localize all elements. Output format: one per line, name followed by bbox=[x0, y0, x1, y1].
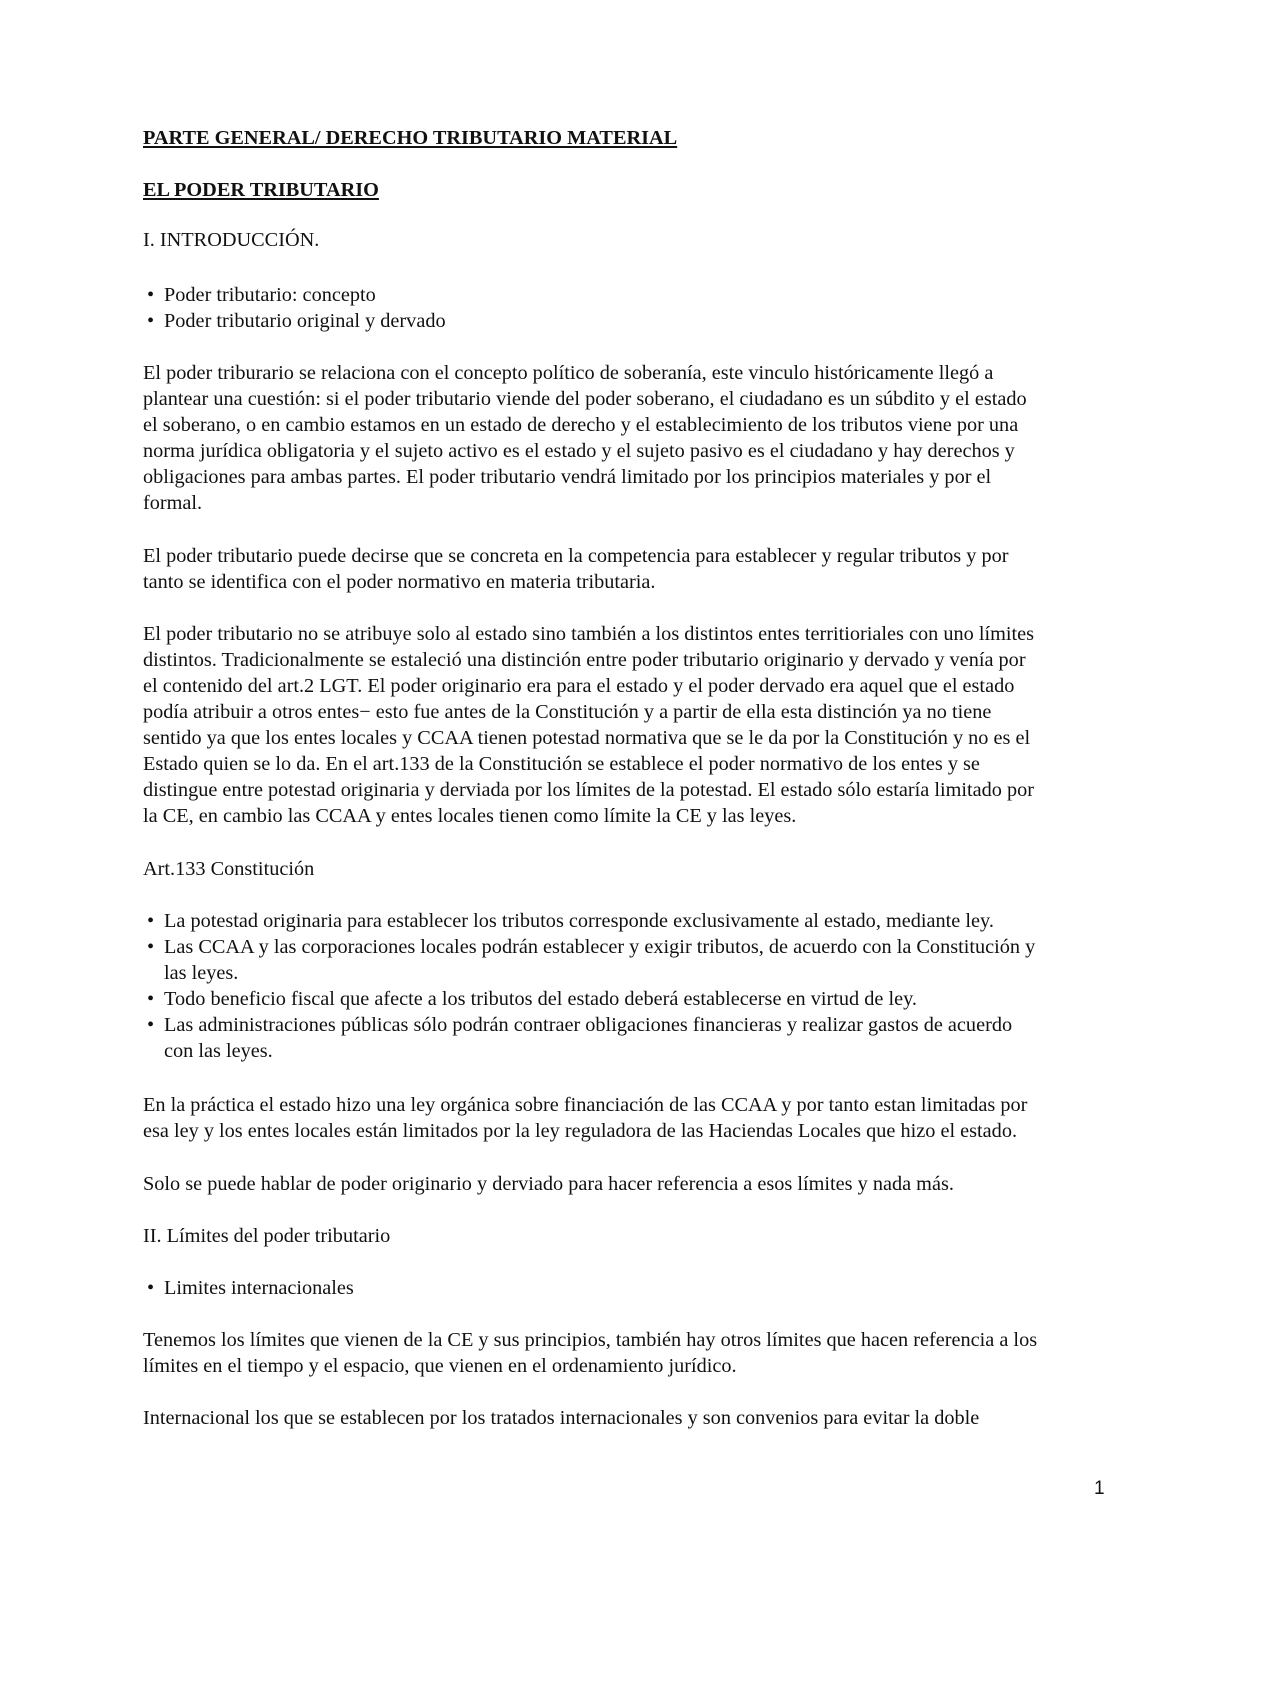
text-line: El poder tributario no se atribuye solo al estado sino también a los distintos entes territioriales con uno límites bbox=[143, 623, 1035, 645]
text-line: plantear una cuestión: si el poder tributario viende del poder soberano, el ciudadano es un súbdito y el estado bbox=[143, 388, 1027, 410]
text-line: podía atribuir a otros entes− esto fue antes de la Constitución y a partir de ella esta distinción ya no tiene bbox=[143, 701, 992, 723]
text-line: El poder tributario puede decirse que se concreta en la competencia para establecer y regular tributos y por bbox=[143, 545, 1009, 567]
section-heading-introduccion: I. INTRODUCCIÓN. bbox=[143, 229, 320, 251]
bullet-icon: • bbox=[147, 936, 155, 958]
bullet-icon: • bbox=[147, 910, 155, 932]
bullet-icon: • bbox=[147, 1277, 155, 1299]
paragraph-5: Solo se puede hablar de poder originario y derviado para hacer referencia a esos límites y nada más. bbox=[143, 1173, 954, 1195]
paragraph-4 bbox=[143, 1092, 1123, 1144]
bullet-list-art-133 bbox=[147, 908, 1127, 1064]
text-line: esa ley y los entes locales están limitados por la ley reguladora de las Haciendas Locales que hizo el estado. bbox=[143, 1120, 1018, 1142]
text-line: Tenemos los límites que vienen de la CE y sus principios, también hay otros límites que hacen referencia a los bbox=[143, 1329, 1038, 1351]
list-item-text: Las administraciones públicas sólo podrán contraer obligaciones financieras y realizar gastos de acuerdo bbox=[164, 1014, 1013, 1036]
list-item-text: Poder tributario original y dervado bbox=[164, 310, 446, 332]
text-line: obligaciones para ambas partes. El poder tributario vendrá limitado por los principios materiales y por el bbox=[143, 466, 992, 488]
list-item-text: La potestad originaria para establecer los tributos corresponde exclusivamente al estado, mediante ley. bbox=[164, 910, 994, 932]
text-line: límites en el tiempo y el espacio, que vienen en el ordenamiento jurídico. bbox=[143, 1355, 737, 1377]
text-line: En la práctica el estado hizo una ley orgánica sobre financiación de las CCAA y por tanto estan limitadas por bbox=[143, 1094, 1028, 1116]
list-item-text: Poder tributario: concepto bbox=[164, 284, 376, 306]
bullet-icon: • bbox=[147, 284, 155, 306]
text-line: distingue entre potestad originaria y derviada por los límites de la potestad. El estado sólo estaría limitado por bbox=[143, 779, 1035, 801]
text-line: la CE, en cambio las CCAA y entes locales tienen como límite la CE y las leyes. bbox=[143, 805, 797, 827]
list-item-text: Todo beneficio fiscal que afecte a los tributos del estado deberá establecerse en virtud de ley. bbox=[164, 988, 917, 1010]
art-133-heading: Art.133 Constitución bbox=[143, 858, 315, 880]
text-line: El poder triburario se relaciona con el concepto político de soberanía, este vinculo históricamente llegó a bbox=[143, 362, 994, 384]
paragraph-7: Internacional los que se establecen por los tratados internacionales y son convenios para evitar la doble bbox=[143, 1407, 980, 1429]
bullet-list-intro bbox=[147, 282, 1127, 334]
paragraph-1 bbox=[143, 360, 1123, 516]
text-line: el soberano, o en cambio estamos en un estado de derecho y el establecimiento de los tributos viene por una bbox=[143, 414, 1019, 436]
list-item bbox=[147, 986, 1127, 1012]
list-item-text: Limites internacionales bbox=[164, 1277, 354, 1299]
list-item bbox=[147, 1275, 1127, 1301]
list-item bbox=[147, 934, 1127, 960]
text-line: distintos. Tradicionalmente se estaleció una distinción entre poder tributario originario y dervado y venía por bbox=[143, 649, 1026, 671]
list-item-continuation: las leyes. bbox=[164, 962, 239, 984]
text-line: Estado quien se lo da. En el art.133 de la Constitución se establece el poder normativo de los entes y se bbox=[143, 753, 980, 775]
list-item bbox=[147, 908, 1127, 934]
paragraph-6 bbox=[143, 1327, 1123, 1379]
list-item bbox=[147, 1012, 1127, 1038]
paragraph-2 bbox=[143, 543, 1123, 595]
text-line: formal. bbox=[143, 492, 203, 514]
text-line: norma jurídica obligatoria y el sujeto activo es el estado y el sujeto pasivo es el ciudadano y hay derechos y bbox=[143, 440, 1015, 462]
list-item-continuation: con las leyes. bbox=[164, 1040, 273, 1062]
text-line: sentido ya que los entes locales y CCAA tienen potestad normativa que se le da por la Constitución y no es el bbox=[143, 727, 1031, 749]
paragraph-3 bbox=[143, 621, 1123, 829]
section-heading-limites: II. Límites del poder tributario bbox=[143, 1225, 391, 1247]
list-item bbox=[147, 308, 1127, 334]
list-item bbox=[147, 282, 1127, 308]
text-line: tanto se identifica con el poder normativo en materia tributaria. bbox=[143, 571, 656, 593]
text-line: el contenido del art.2 LGT. El poder originario era para el estado y el poder dervado era aquel que el estado bbox=[143, 675, 1015, 697]
page-number: 1 bbox=[1094, 1478, 1105, 1499]
bullet-icon: • bbox=[147, 1014, 155, 1036]
bullet-list-limites bbox=[147, 1275, 1127, 1301]
document-subtitle: EL PODER TRIBUTARIO bbox=[143, 179, 379, 201]
list-item-text: Las CCAA y las corporaciones locales podrán establecer y exigir tributos, de acuerdo con la Constitución y bbox=[164, 936, 1036, 958]
document-title: PARTE GENERAL/ DERECHO TRIBUTARIO MATERIAL bbox=[143, 127, 678, 149]
bullet-icon: • bbox=[147, 988, 155, 1010]
bullet-icon: • bbox=[147, 310, 155, 332]
